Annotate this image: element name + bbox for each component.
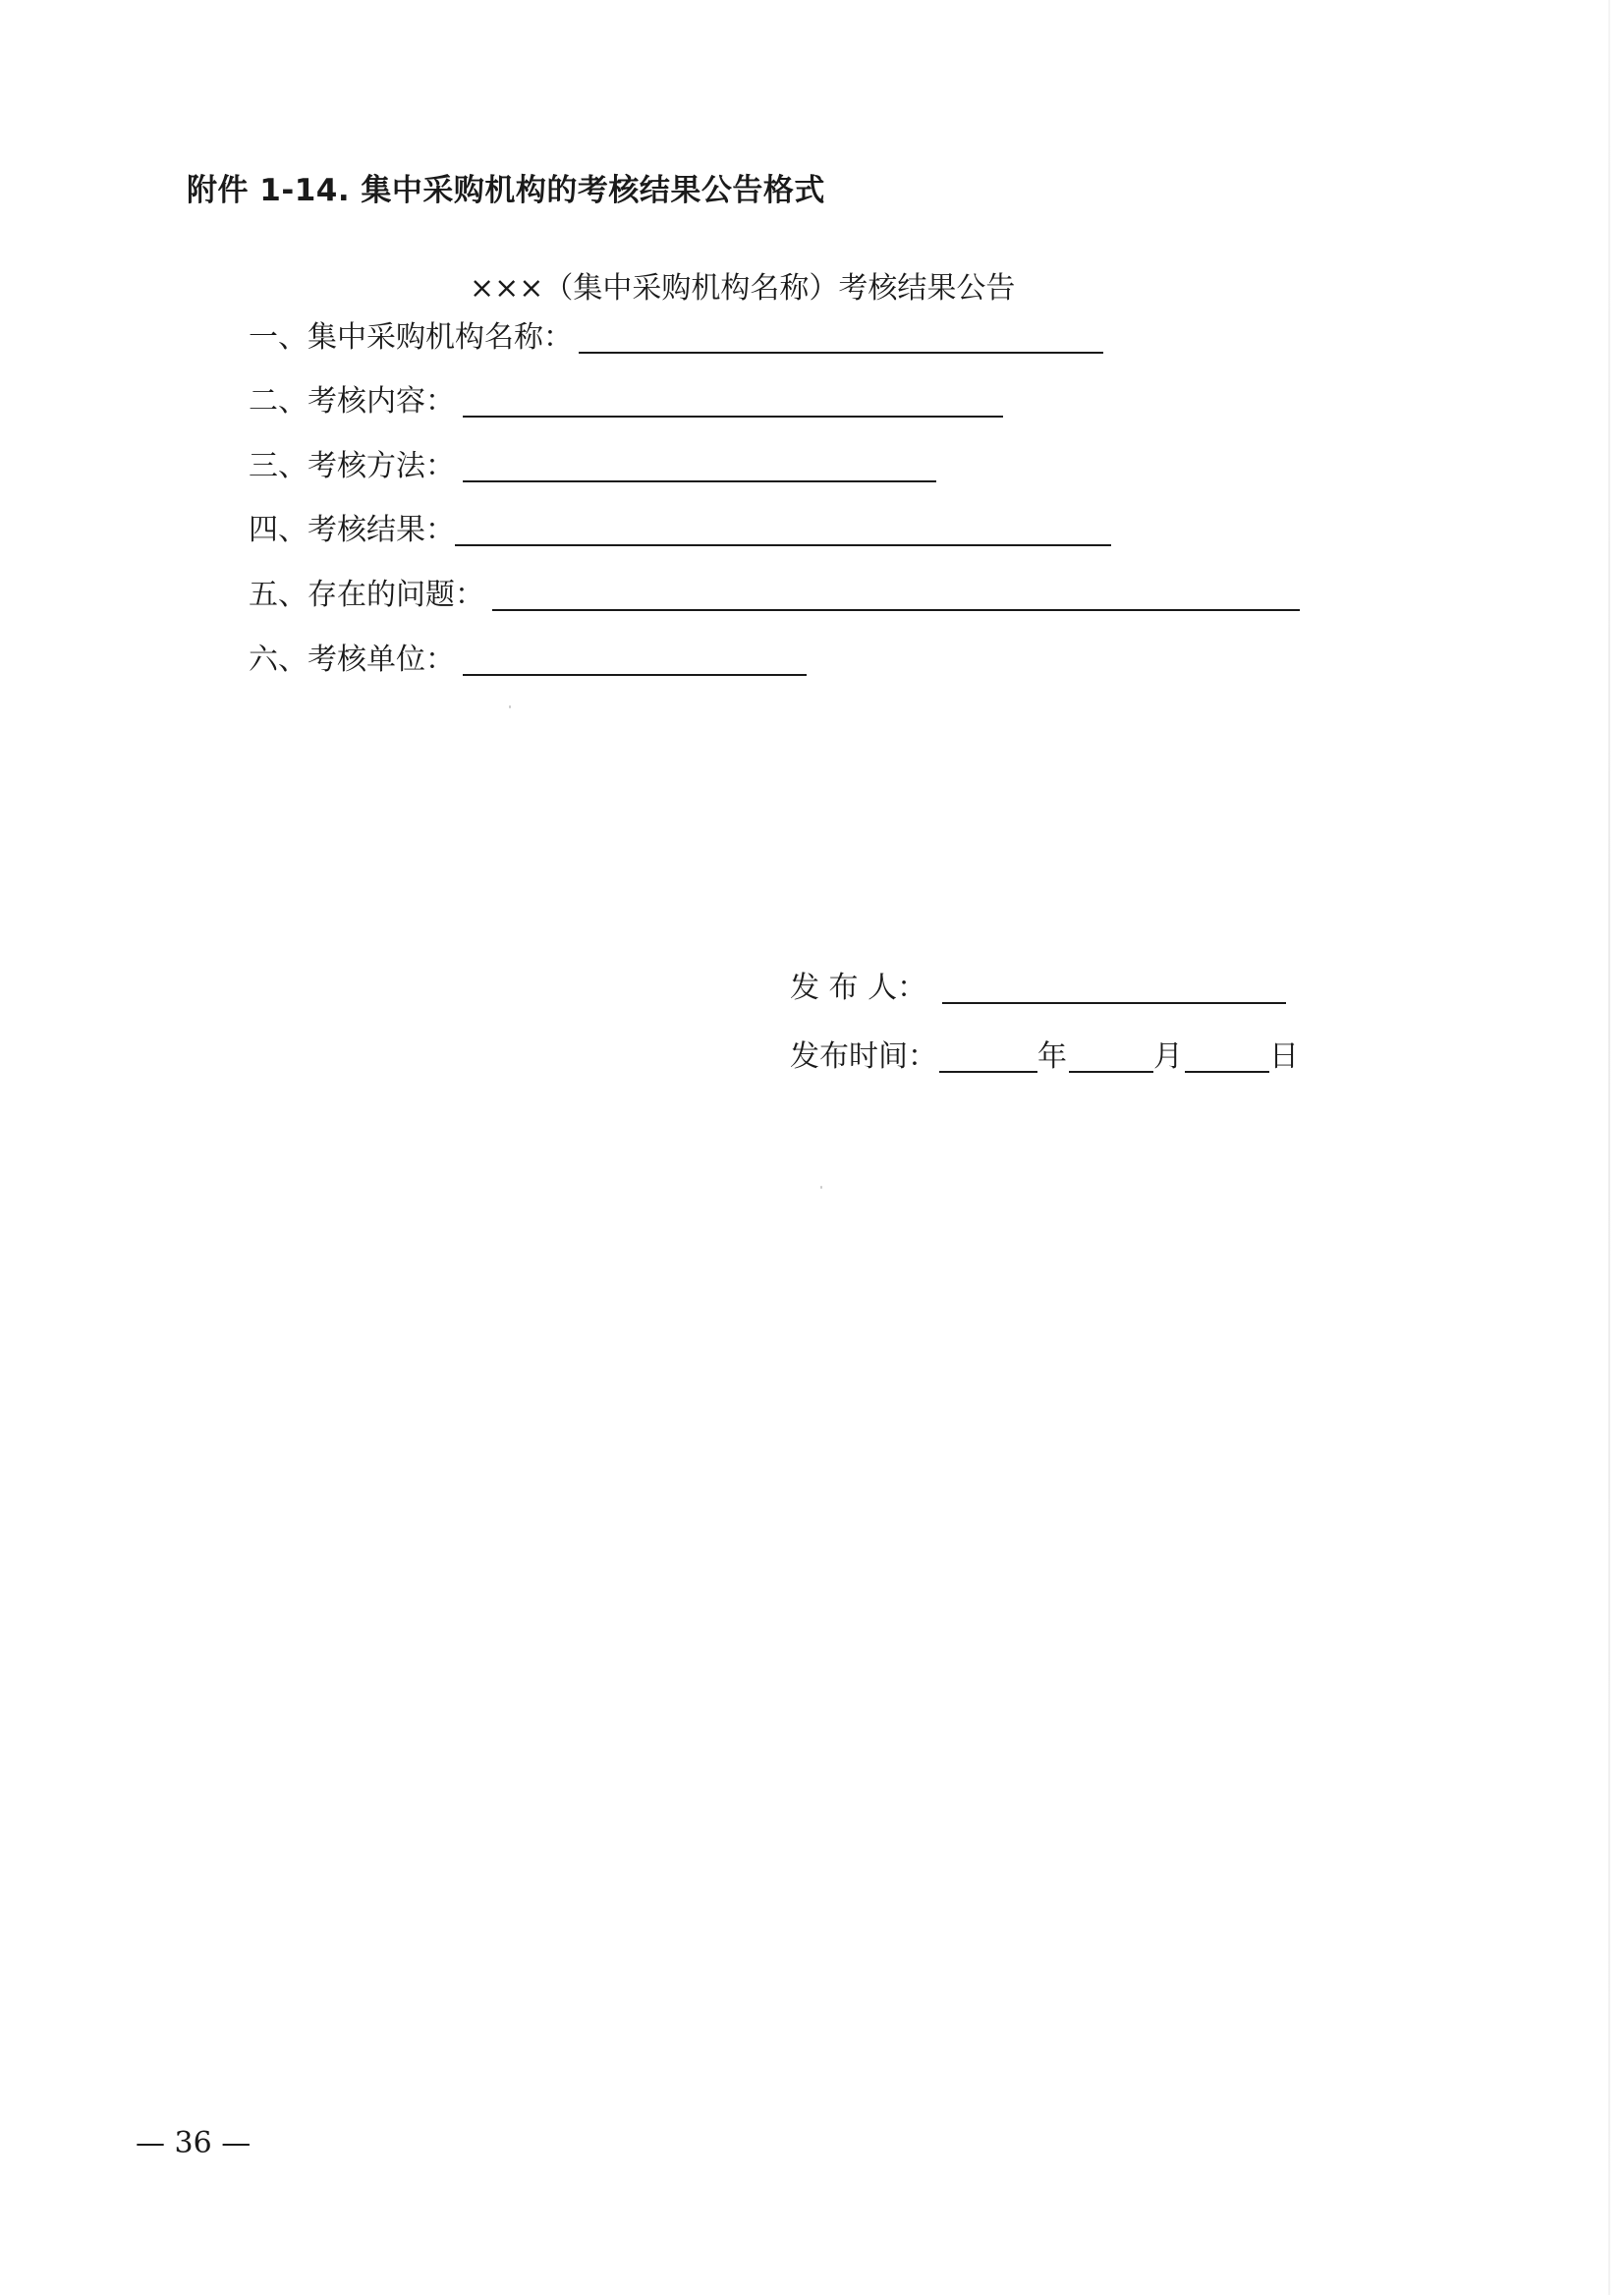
scan-edge-shadow [1608, 0, 1610, 2295]
field-assessment-unit [249, 639, 807, 680]
existing-problems-blank[interactable] [492, 578, 1300, 611]
announcement-title: ×××（集中采购机构名称）考核结果公告 [470, 271, 1016, 306]
assessment-content-blank[interactable] [463, 384, 1003, 418]
publisher-blank[interactable] [942, 971, 1286, 1004]
field-label: 五、存在的问题： [249, 578, 484, 612]
assessment-result-blank[interactable] [455, 513, 1111, 546]
field-assessment-content [249, 380, 1003, 421]
field-agency-name [249, 316, 1103, 358]
publisher-line [790, 967, 1286, 1008]
field-label: 六、考核单位： [249, 643, 455, 677]
publisher-label: 发 布 人： [790, 971, 927, 1005]
field-label: 一、集中采购机构名称： [249, 320, 573, 355]
year-blank[interactable] [939, 1039, 1037, 1073]
field-assessment-method [249, 445, 936, 486]
scan-speck [509, 705, 511, 708]
day-unit: 日 [1269, 1039, 1299, 1074]
assessment-method-blank[interactable] [463, 449, 936, 482]
year-unit: 年 [1037, 1039, 1067, 1074]
publish-time-line [790, 1036, 1299, 1077]
month-blank[interactable] [1069, 1039, 1153, 1073]
publish-time-label: 发布时间： [790, 1039, 937, 1074]
assessment-unit-blank[interactable] [463, 643, 807, 676]
field-label: 三、考核方法： [249, 449, 455, 483]
field-existing-problems [249, 574, 1300, 615]
day-blank[interactable] [1185, 1039, 1269, 1073]
agency-name-blank[interactable] [579, 320, 1103, 354]
field-assessment-result [249, 509, 1111, 550]
scan-speck [820, 1186, 822, 1189]
month-unit: 月 [1153, 1039, 1183, 1074]
field-label: 四、考核结果： [249, 513, 455, 547]
attachment-heading: 附件 1-14. 集中采购机构的考核结果公告格式 [187, 173, 825, 208]
page-number: — 36 — [136, 2126, 252, 2160]
field-label: 二、考核内容： [249, 384, 455, 419]
